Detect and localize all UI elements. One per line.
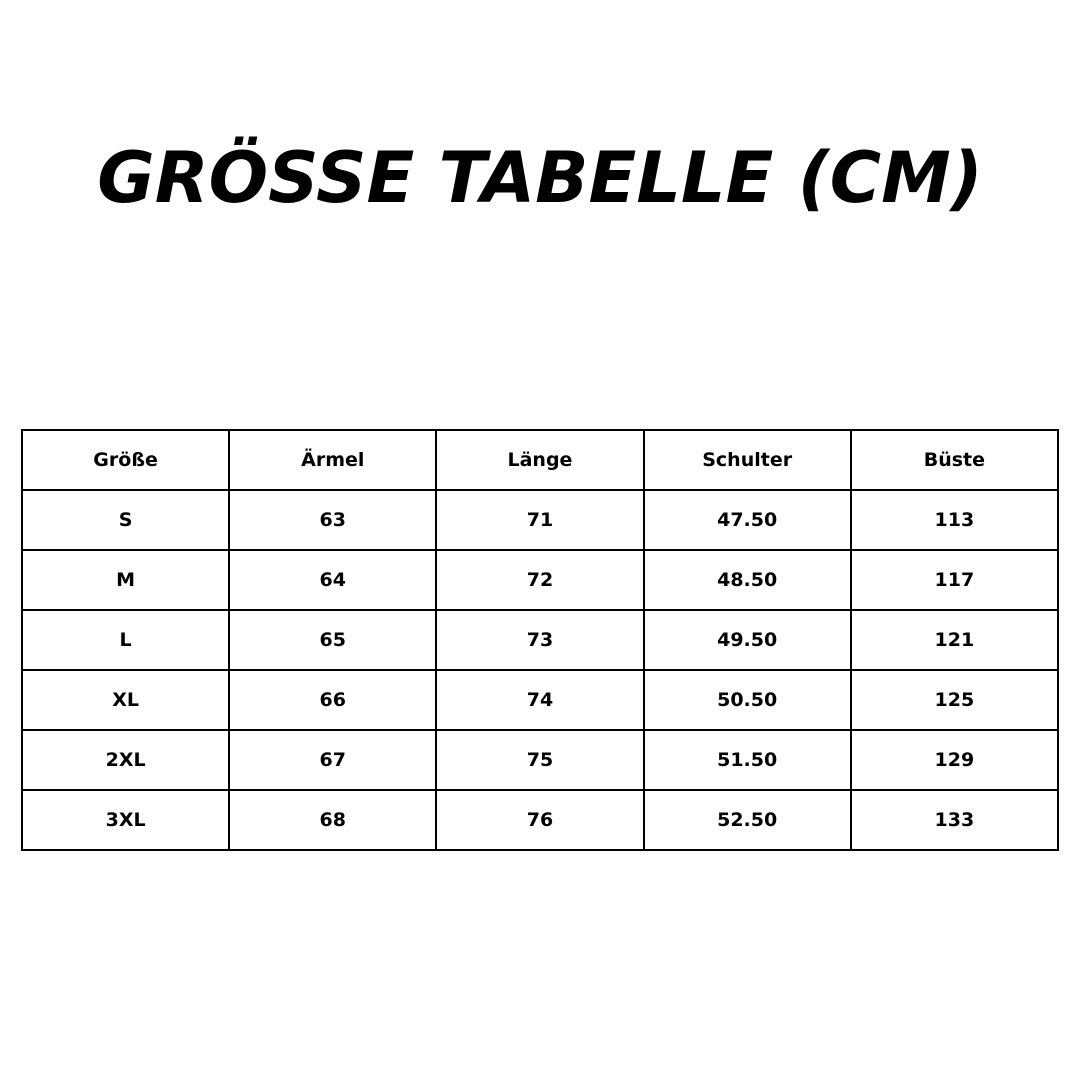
- table-row: [22, 790, 1058, 850]
- table-cell: 67: [229, 730, 436, 790]
- table-row: [22, 610, 1058, 670]
- table-cell: 121: [851, 610, 1058, 670]
- column-header-length: Länge: [436, 430, 643, 490]
- column-header-size: Größe: [22, 430, 229, 490]
- table-cell: 52.50: [644, 790, 851, 850]
- table-row: [22, 730, 1058, 790]
- table-cell: 51.50: [644, 730, 851, 790]
- table-row: [22, 670, 1058, 730]
- table-cell: 117: [851, 550, 1058, 610]
- table-cell: 73: [436, 610, 643, 670]
- table-cell: 71: [436, 490, 643, 550]
- table-cell: 113: [851, 490, 1058, 550]
- table-cell: 75: [436, 730, 643, 790]
- table-cell: 48.50: [644, 550, 851, 610]
- table-header-row: [22, 430, 1058, 490]
- table-cell: 74: [436, 670, 643, 730]
- table-cell: 72: [436, 550, 643, 610]
- table-cell: M: [22, 550, 229, 610]
- column-header-shoulder: Schulter: [644, 430, 851, 490]
- table-cell: 66: [229, 670, 436, 730]
- size-table: [21, 429, 1059, 851]
- table-cell: S: [22, 490, 229, 550]
- table-cell: 49.50: [644, 610, 851, 670]
- table-cell: 64: [229, 550, 436, 610]
- table-cell: 47.50: [644, 490, 851, 550]
- column-header-sleeve: Ärmel: [229, 430, 436, 490]
- table-cell: 133: [851, 790, 1058, 850]
- table-cell: 3XL: [22, 790, 229, 850]
- table-cell: 65: [229, 610, 436, 670]
- table-cell: 63: [229, 490, 436, 550]
- column-header-bust: Büste: [851, 430, 1058, 490]
- table-cell: 76: [436, 790, 643, 850]
- table-cell: L: [22, 610, 229, 670]
- table-cell: XL: [22, 670, 229, 730]
- table-row: [22, 490, 1058, 550]
- table-cell: 50.50: [644, 670, 851, 730]
- page-title: GRÖSSE TABELLE (CM): [97, 137, 983, 219]
- table-cell: 125: [851, 670, 1058, 730]
- table-cell: 68: [229, 790, 436, 850]
- table-row: [22, 550, 1058, 610]
- table-cell: 2XL: [22, 730, 229, 790]
- table-cell: 129: [851, 730, 1058, 790]
